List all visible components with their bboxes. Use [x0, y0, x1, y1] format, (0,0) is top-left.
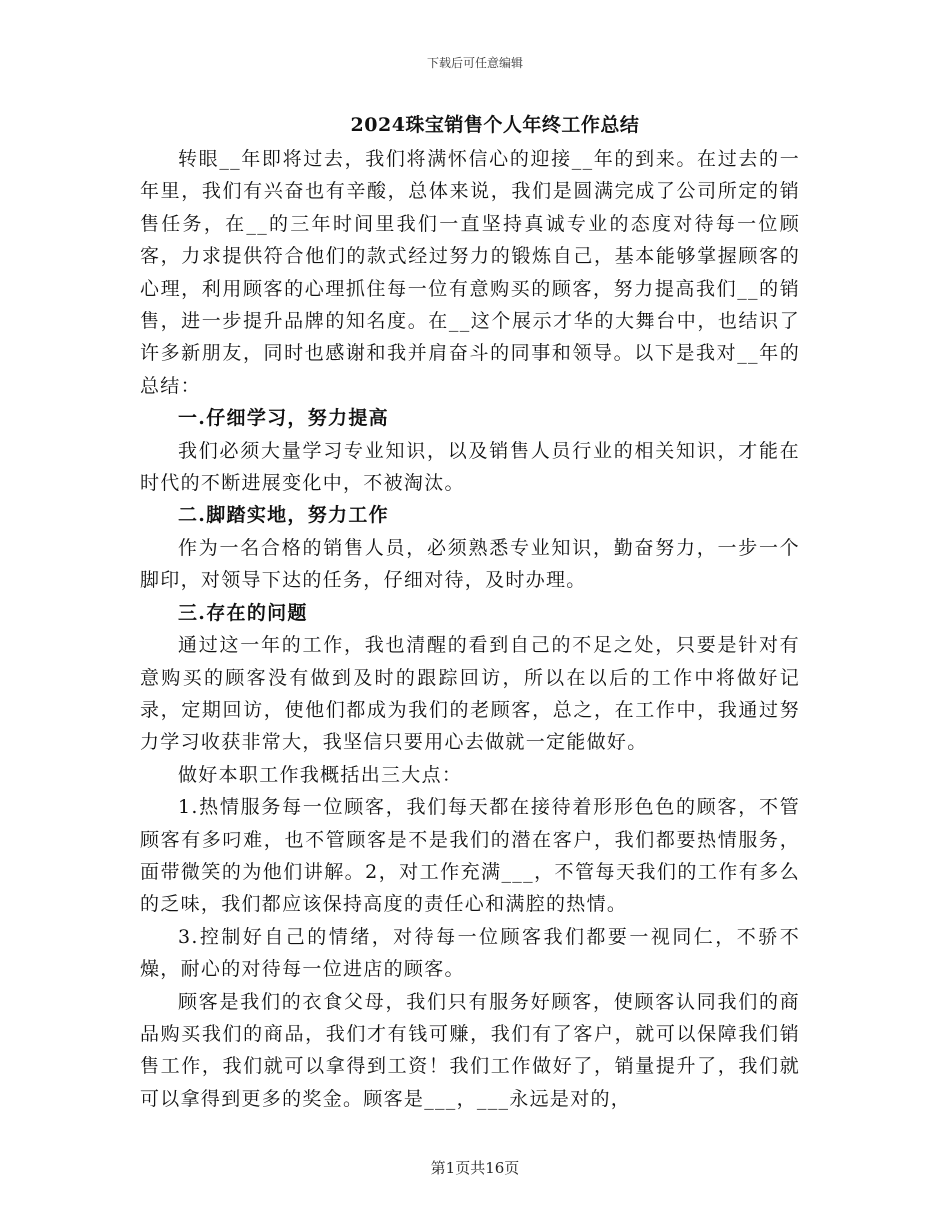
intro-paragraph: 转眼__年即将过去，我们将满怀信心的迎接__年的到来。在过去的一年里，我们有兴奋也有辛酸，总体来说，我们是圆满完成了公司所定的销售任务，在__的三年时间里我们一直坚持真诚专业的态度对待每一位顾客，力求提供符合他们的款式经过努力的锻炼自己，基本能够掌握顾客的心理，利用顾客的心理抓住每一位有意购买的顾客，努力提高我们__的销售，进一步提升品牌的知名度。在__这个展示才华的大舞台中，也结识了许多新朋友，同时也感谢和我并肩奋斗的同事和领导。以下是我对__年的总结：: [140, 148, 800, 397]
page-footer: 第1页共16页: [430, 1159, 520, 1177]
header-note: 下载后可任意编辑: [426, 56, 523, 70]
section-heading-2: 二.脚踏实地，努力工作: [178, 504, 389, 527]
section-heading-1: 一.仔细学习，努力提高: [178, 407, 389, 430]
section-1-paragraph: 我们必须大量学习专业知识，以及销售人员行业的相关知识，才能在时代的不断进展变化中，不被淘汰。: [140, 439, 800, 495]
customer-paragraph: 顾客是我们的衣食父母，我们只有服务好顾客，使顾客认同我们的商品购买我们的商品，我们才有钱可赚，我们有了客户，就可以保障我们销售工作，我们就可以拿得到工资！我们工作做好了，销量提升了，我们就可以拿得到更多的奖金。顾客是___，___永远是对的，: [140, 990, 800, 1110]
document-title: 2024珠宝销售个人年终工作总结: [350, 114, 640, 136]
point-1-2-paragraph: 1.热情服务每一位顾客，我们每天都在接待着形形色色的顾客，不管顾客有多叼难，也不管顾客是不是我们的潜在客户，我们都要热情服务，面带微笑的为他们讲解。2，对工作充满___，不管每天我们的工作有多么的乏味，我们都应该保持高度的责任心和满腔的热情。: [140, 796, 800, 916]
section-3-paragraph: 通过这一年的工作，我也清醒的看到自己的不足之处，只要是针对有意购买的顾客没有做到及时的跟踪回访，所以在以后的工作中将做好记录，定期回访，使他们都成为我们的老顾客，总之，在工作中，我通过努力学习收获非常大，我坚信只要用心去做就一定能做好。: [140, 634, 800, 754]
document-body: [140, 143, 800, 1115]
point-3-paragraph: 3.控制好自己的情绪，对待每一位顾客我们都要一视同仁，不骄不燥，耐心的对待每一位进店的顾客。: [140, 925, 800, 981]
summary-intro-paragraph: 做好本职工作我概括出三大点：: [178, 763, 463, 786]
section-2-paragraph: 作为一名合格的销售人员，必须熟悉专业知识，勤奋努力，一步一个脚印，对领导下达的任务，仔细对待，及时办理。: [140, 536, 800, 592]
section-heading-3: 三.存在的问题: [178, 601, 308, 624]
